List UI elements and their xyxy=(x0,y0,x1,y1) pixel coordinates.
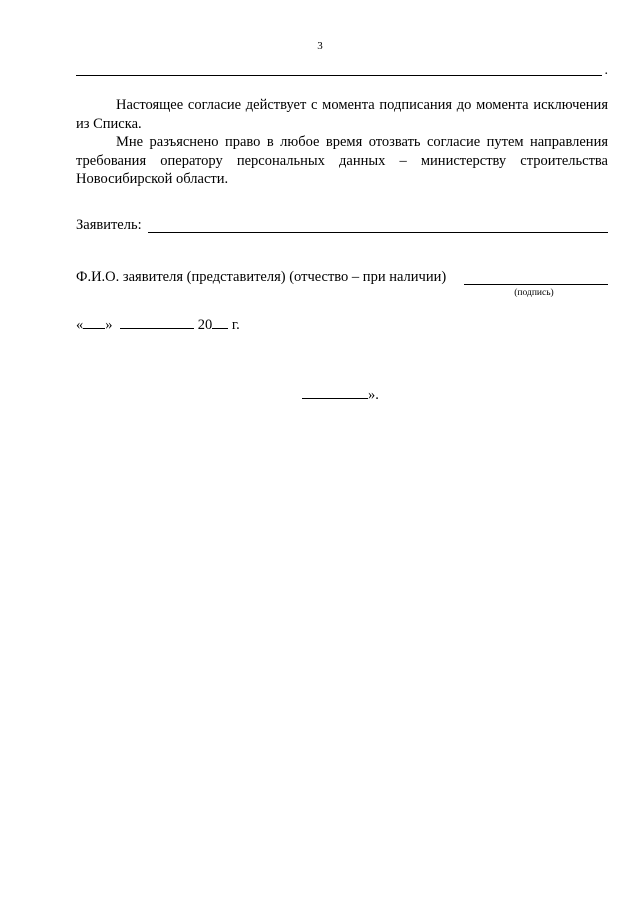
consent-validity-paragraph: Настоящее согласие действует с момента подписания до момента исключения из Списка. xyxy=(76,97,608,132)
date-close-quote: » xyxy=(105,317,113,333)
year-prefix: 20 xyxy=(197,317,213,333)
signature-fill-line xyxy=(464,284,608,285)
applicant-row xyxy=(76,216,608,236)
closing-text: ». xyxy=(368,387,379,403)
closing-fill-line xyxy=(302,386,368,399)
applicant-label: Заявитель: xyxy=(76,217,142,233)
date-open-quote: « xyxy=(76,317,84,333)
underline-rule xyxy=(76,75,602,76)
closing-row xyxy=(302,386,379,406)
date-row xyxy=(76,316,240,336)
fio-label: Ф.И.О. заявителя (представителя) (отчество – при наличии) xyxy=(76,269,447,285)
year-fill-line xyxy=(212,316,228,329)
consent-revocation-paragraph: Мне разъяснено право в любое время отозвать согласие путем направления требования оператору персональных данных – министерству строительства Новосибирской области. xyxy=(76,134,608,187)
year-suffix: г. xyxy=(231,317,240,333)
day-fill-line xyxy=(83,316,105,329)
signature-caption: (подпись) xyxy=(514,288,554,298)
line-end-period: . xyxy=(604,63,608,78)
page-number: 3 xyxy=(317,40,323,52)
month-fill-line xyxy=(120,316,194,329)
applicant-fill-line xyxy=(148,232,608,233)
blank-text-line xyxy=(76,64,608,78)
fio-row xyxy=(76,268,608,288)
